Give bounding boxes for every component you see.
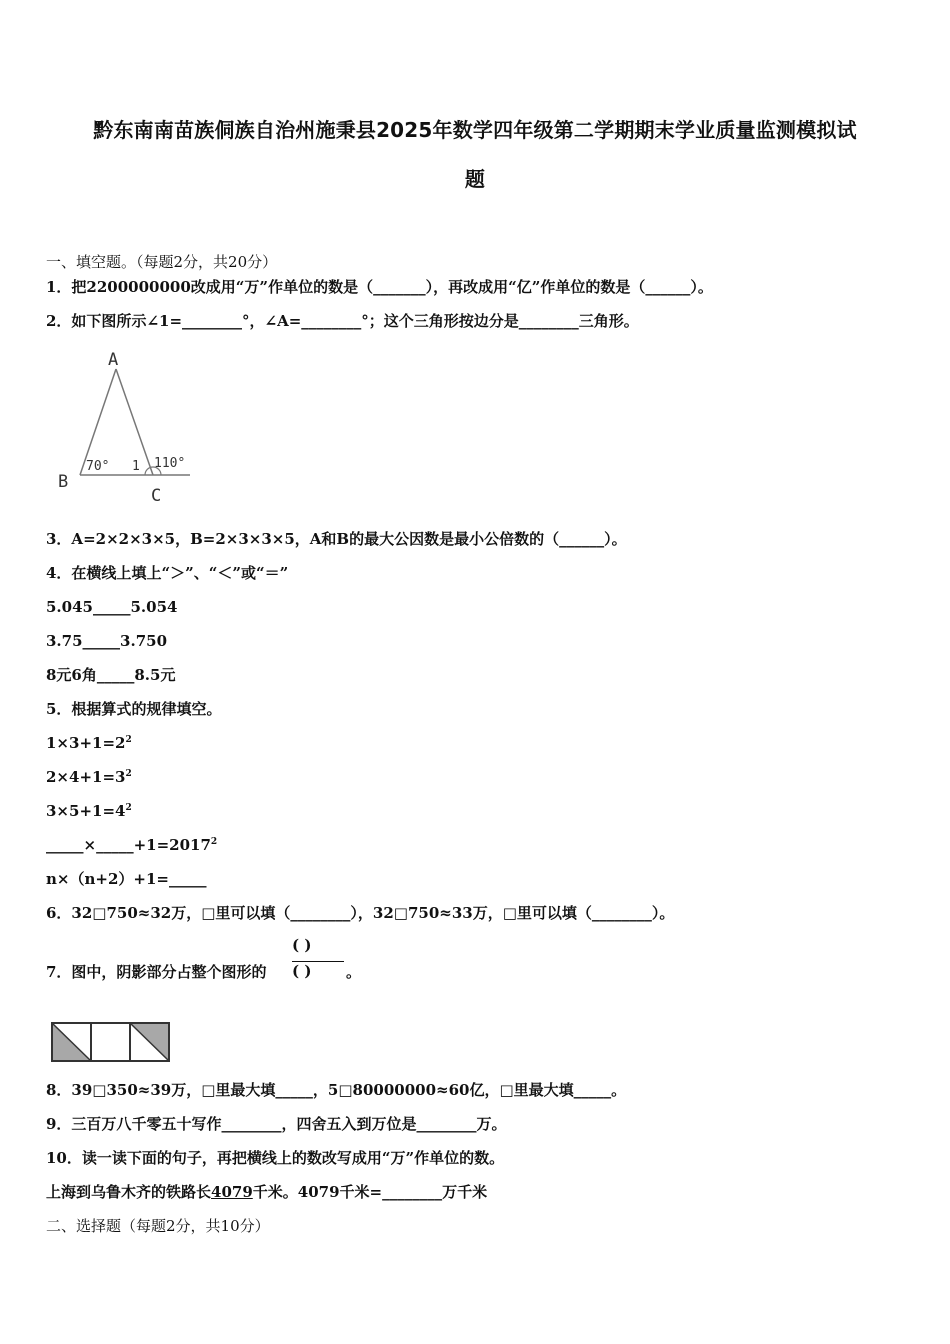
q10a-pre: 上海到乌鲁木齐的铁路长 <box>46 1183 212 1201</box>
section-1-heading: 一、填空题。（每题2分，共20分） <box>46 253 278 271</box>
question-7-end: 。 <box>346 963 362 981</box>
q5b-exponent: 2 <box>125 769 132 779</box>
question-5d <box>46 835 217 855</box>
page-title-line2: 题 <box>464 167 486 191</box>
fraction-numerator: ( ) <box>292 936 312 954</box>
question-5e: n×（n+2）+1=_____ <box>46 870 207 888</box>
question-4b: 3.75_____3.750 <box>46 632 168 650</box>
question-10a <box>46 1182 487 1202</box>
question-4c: 8元6角_____8.5元 <box>46 666 176 684</box>
question-6: 6．32□750≈32万，□里可以填（________），32□750≈33万，□里可以填（________）。 <box>46 904 675 922</box>
q10a-number: 4079 <box>211 1183 253 1201</box>
question-8: 8．39□350≈39万，□里最大填_____，5□80000000≈60亿，□里最大填_____。 <box>46 1081 627 1099</box>
angle-ext-label: 110° <box>154 456 186 471</box>
question-4: 4．在横线上填上“＞”、“＜”或“＝” <box>46 564 289 582</box>
shaded-figure <box>49 1020 174 1064</box>
question-10: 10．读一读下面的句子，再把横线上的数改写成用“万”作单位的数。 <box>46 1149 505 1167</box>
q5d-text: _____×_____+1=2017 <box>46 836 211 854</box>
label-c: C <box>151 486 162 505</box>
question-5a <box>46 733 132 753</box>
q5a-text: 1×3+1=2 <box>46 734 126 752</box>
question-7: 7．图中，阴影部分占整个图形的 <box>46 963 267 981</box>
section-2-heading: 二、选择题（每题2分，共10分） <box>46 1217 270 1235</box>
q5c-exponent: 2 <box>125 803 132 813</box>
question-1: 1．把2200000000改成用“万”作单位的数是（_______），再改成用“亿”作单位的数是（______）。 <box>46 278 713 296</box>
question-2: 2．如下图所示∠1=________°，∠A=________°；这个三角形按边分是________三角形。 <box>46 312 639 330</box>
q5a-exponent: 2 <box>125 735 132 745</box>
question-3: 3．A=2×2×3×5，B=2×3×3×5，A和B的最大公因数是最小公倍数的（______）。 <box>46 530 627 548</box>
q5b-text: 2×4+1=3 <box>46 768 126 786</box>
question-5b <box>46 767 132 787</box>
page-title-line1: 黔东南南苗族侗族自治州施秉县2025年数学四年级第二学期期末学业质量监测模拟试 <box>93 118 857 142</box>
question-4a: 5.045_____5.054 <box>46 598 178 616</box>
q5d-exponent: 2 <box>210 837 218 847</box>
question-5: 5．根据算式的规律填空。 <box>46 700 222 718</box>
label-a: A <box>108 350 119 370</box>
question-9: 9．三百万八千零五十写作________，四舍五入到万位是________万。 <box>46 1115 507 1133</box>
q5c-text: 3×5+1=4 <box>46 802 126 820</box>
fraction-denominator: ( ) <box>292 962 312 980</box>
triangle-figure <box>50 345 200 505</box>
q10a-post: 千米。4079千米=________万千米 <box>252 1183 488 1201</box>
question-5c <box>46 801 132 821</box>
angle-1-label: 1 <box>132 459 140 474</box>
angle-b-label: 70° <box>86 459 110 474</box>
label-b: B <box>58 472 69 492</box>
